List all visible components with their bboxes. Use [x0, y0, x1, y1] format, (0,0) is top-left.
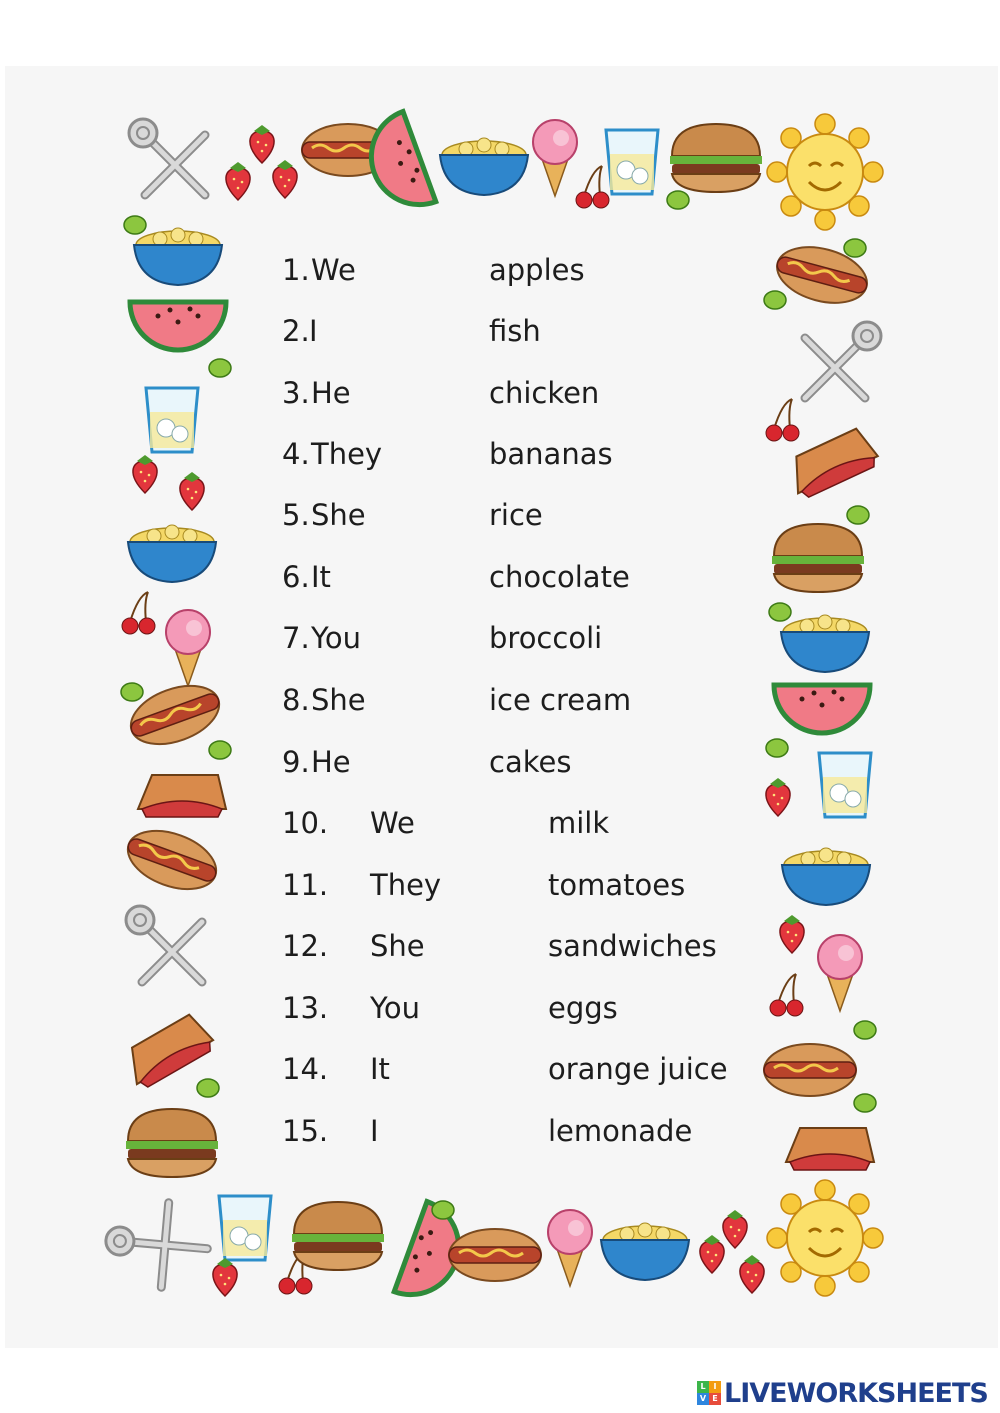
- item-number: 13.: [282, 991, 329, 1025]
- item-number: 3.: [282, 376, 310, 410]
- logo-mark-letter: V: [697, 1393, 709, 1405]
- item-food: orange juice: [548, 1052, 728, 1086]
- item-subject: We: [370, 806, 415, 840]
- item-number: 9.: [282, 745, 310, 779]
- item-number: 5.: [282, 498, 310, 532]
- list-item: [0, 1109, 1000, 1153]
- item-food: lemonade: [548, 1114, 693, 1148]
- list-item: [0, 432, 1000, 476]
- list-item: [0, 801, 1000, 845]
- item-subject: He: [311, 376, 351, 410]
- logo-mark-letter: E: [709, 1393, 721, 1405]
- item-number: 8.: [282, 683, 310, 717]
- list-item: [0, 248, 1000, 292]
- item-number: 7.: [282, 621, 310, 655]
- item-subject: She: [311, 683, 366, 717]
- item-subject: She: [370, 929, 425, 963]
- item-subject: They: [370, 868, 442, 902]
- list-item: [0, 1047, 1000, 1091]
- item-subject: You: [311, 621, 361, 655]
- list-item: [0, 555, 1000, 599]
- item-subject: We: [311, 253, 356, 287]
- item-food: bananas: [489, 437, 613, 471]
- item-food: chocolate: [489, 560, 630, 594]
- logo-mark-icon: [697, 1381, 721, 1405]
- list-item: [0, 924, 1000, 968]
- item-food: sandwiches: [548, 929, 717, 963]
- list-item: [0, 371, 1000, 415]
- item-number: 14.: [282, 1052, 329, 1086]
- list-item: [0, 678, 1000, 722]
- item-number: 1.: [282, 253, 310, 287]
- list-item: [0, 986, 1000, 1030]
- item-number: 12.: [282, 929, 329, 963]
- liveworksheets-logo[interactable]: [697, 1375, 988, 1411]
- list-item: [0, 309, 1000, 353]
- item-subject: I: [370, 1114, 379, 1148]
- list-item: [0, 740, 1000, 784]
- item-subject: It: [370, 1052, 390, 1086]
- item-food: ice cream: [489, 683, 632, 717]
- logo-mark-letter: L: [697, 1381, 709, 1393]
- item-subject: It: [311, 560, 331, 594]
- list-item: [0, 863, 1000, 907]
- item-subject: You: [370, 991, 420, 1025]
- item-number: 11.: [282, 868, 329, 902]
- item-number: 10.: [282, 806, 329, 840]
- list-item: [0, 616, 1000, 660]
- item-subject: He: [311, 745, 351, 779]
- item-food: tomatoes: [548, 868, 686, 902]
- item-number: 4.: [282, 437, 310, 471]
- item-number: 6.: [282, 560, 310, 594]
- list-item: [0, 493, 1000, 537]
- item-food: rice: [489, 498, 543, 532]
- logo-mark-letter: I: [709, 1381, 721, 1393]
- item-food: chicken: [489, 376, 600, 410]
- item-number: 2.: [282, 314, 310, 348]
- item-number: 15.: [282, 1114, 329, 1148]
- logo-text: LIVEWORKSHEETS: [724, 1377, 988, 1409]
- item-food: broccoli: [489, 621, 603, 655]
- item-food: milk: [548, 806, 610, 840]
- item-food: cakes: [489, 745, 572, 779]
- item-subject: I: [309, 314, 318, 348]
- item-food: eggs: [548, 991, 618, 1025]
- item-food: fish: [489, 314, 541, 348]
- item-subject: She: [311, 498, 366, 532]
- item-food: apples: [489, 253, 585, 287]
- item-subject: They: [311, 437, 383, 471]
